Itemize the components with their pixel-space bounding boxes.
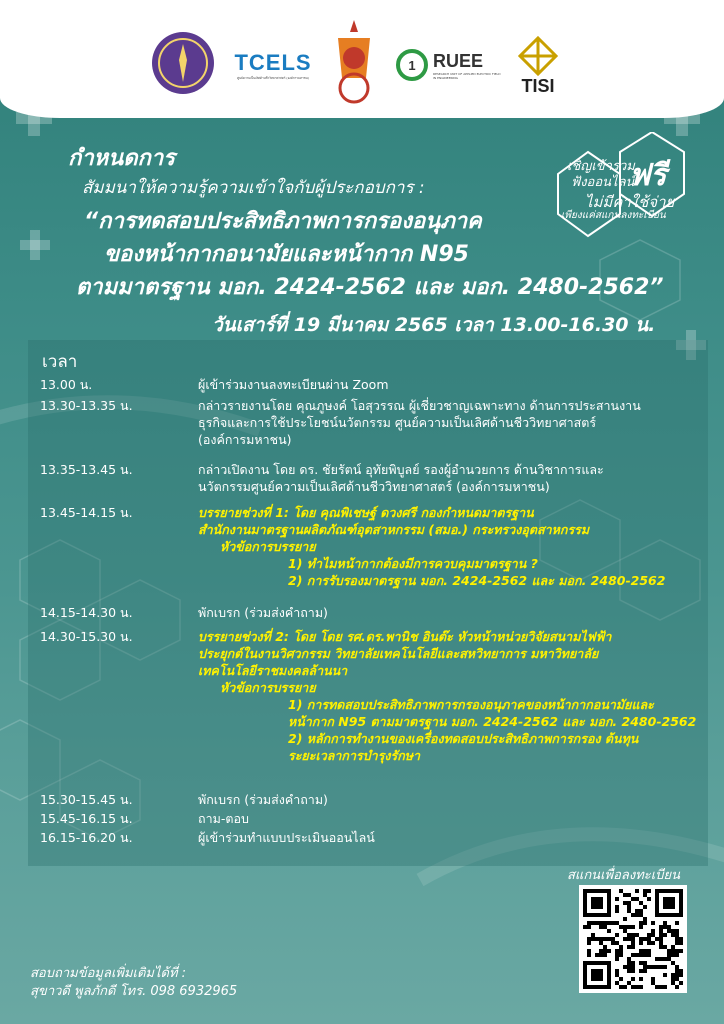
agenda-desc-line: บรรยายช่วงที่ 2: โดย โดย รศ.ดร.พานิช อินต๊ะ หัวหน้าหน่วยวิจัยสนามไฟฟ้า bbox=[198, 629, 612, 644]
agenda-time: 15.30-15.45 น. bbox=[40, 792, 133, 807]
agenda-desc-line: ประยุกต์ในงานวิศวกรรม วิทยาลัยเทคโนโลยีและสหวิทยาการ มหาวิทยาลัย bbox=[198, 646, 599, 661]
agenda-desc-line: ผู้เข้าร่วมทำแบบประเมินออนไลน์ bbox=[198, 830, 375, 845]
badge-online: ฟังออนไลน์ bbox=[571, 175, 635, 190]
svg-text:1: 1 bbox=[408, 58, 416, 73]
agenda-desc bbox=[198, 376, 698, 393]
agenda-time: 13.30-13.35 น. bbox=[40, 398, 133, 413]
event-date: วันเสาร์ที่ 19 มีนาคม 2565 เวลา 13.00-16.30 น. bbox=[212, 314, 656, 336]
contact-label: สอบถามข้อมูลเพิ่มเติมได้ที่ : bbox=[30, 966, 187, 981]
agenda-desc bbox=[198, 461, 698, 495]
agenda-time: 16.15-16.20 น. bbox=[40, 830, 133, 845]
agenda-desc bbox=[198, 397, 698, 448]
ruee-logo-subtext: RESEARCH UNIT OF APPLIED ELECTRIC FIELD IN ENGINEERING bbox=[433, 71, 501, 80]
agenda-time: 13.45-14.15 น. bbox=[40, 505, 133, 520]
agenda-desc bbox=[198, 628, 698, 764]
tcels-logo bbox=[228, 40, 318, 90]
heading-schedule: กำหนดการ bbox=[68, 146, 175, 171]
tcels-logo-text: TCELS bbox=[234, 49, 312, 75]
agenda-topic-item: หน้ากาก N95 ตามมาตรฐาน มอก. 2424-2562 และ มอก. 2480-2562 bbox=[288, 714, 697, 729]
registration-qr-code[interactable] bbox=[579, 885, 687, 993]
agenda-time: 13.35-13.45 น. bbox=[40, 462, 133, 477]
agenda-topic-item: 2) หลักการทำงานของเครื่องทดสอบประสิทธิภาพการกรอง ต้นทุน bbox=[288, 731, 639, 746]
tisi-logo-text: TISI bbox=[521, 75, 555, 96]
agenda-topic-item: 1) ทำไมหน้ากากต้องมีการควบคุมมาตรฐาน ? bbox=[288, 556, 538, 571]
agenda-desc-line: เทคโนโลยีราชมงคลล้านนา bbox=[198, 663, 348, 678]
ministry-seal-logo bbox=[150, 30, 216, 96]
tisi-logo bbox=[512, 30, 564, 102]
agenda-desc-line: สำนักงานมาตรฐานผลิตภัณฑ์อุตสาหกรรม (สมอ.) กระทรวงอุตสาหกรรม bbox=[198, 522, 590, 537]
agenda-desc-line: ผู้เข้าร่วมงานลงทะเบียนผ่าน Zoom bbox=[198, 377, 389, 392]
agenda-desc-line: พักเบรก (ร่วมส่งคำถาม) bbox=[198, 792, 328, 807]
agenda-desc bbox=[198, 829, 698, 846]
agenda-desc bbox=[198, 504, 698, 589]
agenda-desc-line: นวัตกรรมศูนย์ความเป็นเลิศด้านชีววิทยาศาสตร์ (องค์การมหาชน) bbox=[198, 479, 550, 494]
agenda-desc-line: กล่าวรายงานโดย คุณภูษงค์ โอสุวรรณ ผู้เชี่ยวชาญเฉพาะทาง ด้านการประสานงาน bbox=[198, 398, 641, 413]
agenda-desc bbox=[198, 810, 698, 827]
agenda-time: 13.00 น. bbox=[40, 377, 93, 392]
agenda-time: 14.30-15.30 น. bbox=[40, 629, 133, 644]
agenda-desc bbox=[198, 604, 698, 621]
agenda-desc bbox=[198, 791, 698, 808]
agenda-desc-line: (องค์การมหาชน) bbox=[198, 432, 292, 447]
ruee-logo bbox=[393, 38, 503, 92]
heading-seminar: สัมมนาให้ความรู้ความเข้าใจกับผู้ประกอบการ : bbox=[82, 178, 425, 198]
agenda-topic-heading: หัวข้อการบรรยาย bbox=[220, 539, 316, 554]
agenda-time: 15.45-16.15 น. bbox=[40, 811, 133, 826]
scan-to-register-label: สแกนเพื่อลงทะเบียน bbox=[567, 868, 680, 883]
agenda-desc-line: บรรยายช่วงที่ 1: โดย คุณพิเชษฐ์ ดวงศรี กองกำหนดมาตรฐาน bbox=[198, 505, 534, 520]
university-crest-logo bbox=[328, 18, 380, 106]
badge-scan-note: เพียงแค่สแกนลงทะเบียน bbox=[561, 210, 666, 221]
badge-no-cost: ไม่มีค่าใช้จ่าย bbox=[585, 193, 675, 211]
badge-invite: เชิญเข้าร่วม bbox=[567, 159, 635, 174]
agenda-topic-item: 2) การรับรองมาตรฐาน มอก. 2424-2562 และ มอก. 2480-2562 bbox=[288, 573, 666, 588]
agenda-desc-line: ธุรกิจและการใช้ประโยชน์นวัตกรรม ศูนย์ความเป็นเลิศด้านชีววิทยาศาสตร์ bbox=[198, 415, 597, 430]
agenda-topic-item: 1) การทดสอบประสิทธิภาพการกรองอนุภาคของหน้ากากอนามัยและ bbox=[288, 697, 654, 712]
agenda-desc-line: กล่าวเปิดงาน โดย ดร. ชัยรัตน์ อุทัยพิบูลย์ รองผู้อำนวยการ ด้านวิชาการและ bbox=[198, 462, 604, 477]
ruee-logo-text: RUEE bbox=[433, 50, 484, 71]
agenda-desc-line: พักเบรก (ร่วมส่งคำถาม) bbox=[198, 605, 328, 620]
agenda-desc-line: ถาม-ตอบ bbox=[198, 811, 249, 826]
qr-code-pattern bbox=[579, 885, 687, 993]
title-line-3: ตามมาตรฐาน มอก. 2424-2562 และ มอก. 2480-2562” bbox=[76, 275, 664, 300]
title-line-2: ของหน้ากากอนามัยและหน้ากาก N95 bbox=[104, 242, 469, 267]
agenda-column-header: เวลา bbox=[42, 352, 78, 372]
title-line-1: “การทดสอบประสิทธิภาพการกรองอนุภาค bbox=[84, 209, 482, 234]
contact-info: สุขาวดี พูลภักดี โทร. 098 6932965 bbox=[30, 984, 238, 999]
badge-free: ฟรี bbox=[629, 158, 667, 193]
agenda-topic-heading: หัวข้อการบรรยาย bbox=[220, 680, 316, 695]
tcels-logo-subtext: ศูนย์ความเป็นเลิศด้านชีววิทยาศาสตร์ (องค์การมหาชน) bbox=[237, 75, 309, 80]
agenda-time: 14.15-14.30 น. bbox=[40, 605, 133, 620]
agenda-topic-item: ระยะเวลาการบำรุงรักษา bbox=[288, 748, 421, 763]
